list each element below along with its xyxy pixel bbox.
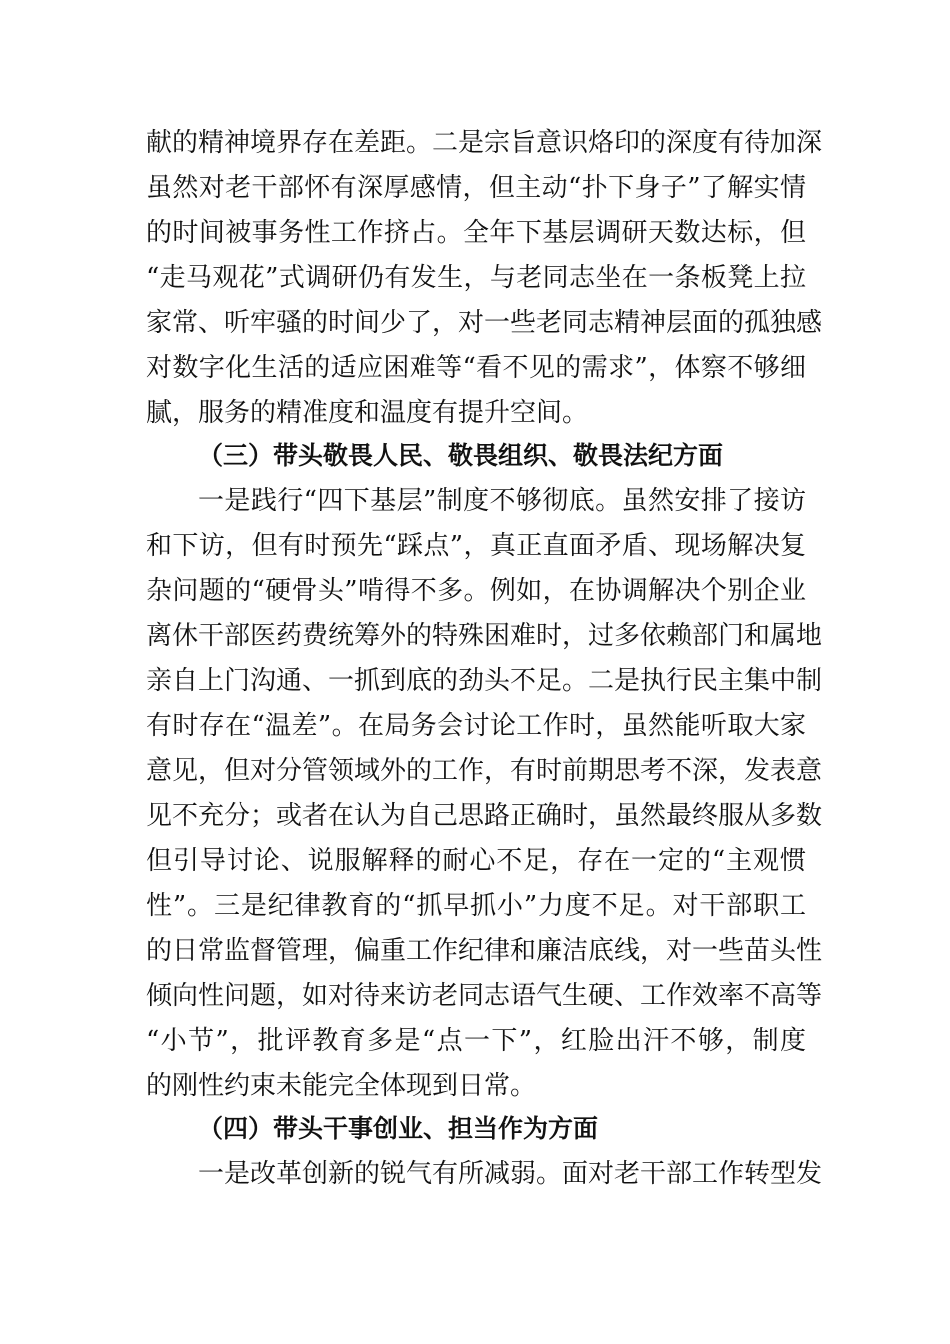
text-line: 的日常监督管理，偏重工作纪律和廉洁底线，对一些苗头性 — [146, 936, 823, 966]
text-line: 的时间被事务性工作挤占。全年下基层调研天数达标，但 — [146, 218, 806, 248]
text-line: 杂问题的“硬骨头”啃得不多。例如，在协调解决个别企业 — [146, 576, 806, 606]
text-line: 倾向性问题，如对待来访老同志语气生硬、工作效率不高等 — [146, 981, 823, 1011]
text-line: 腻，服务的精准度和温度有提升空间。 — [146, 398, 589, 428]
text-line: 但引导讨论、说服解释的耐心不足，存在一定的“主观惯 — [146, 846, 806, 876]
text-line: 的刚性约束未能完全体现到日常。 — [146, 1071, 537, 1101]
text-line: 一是改革创新的锐气有所减弱。面对老干部工作转型发 — [198, 1159, 823, 1189]
text-line: 家常、听牢骚的时间少了，对一些老同志精神层面的孤独感 — [146, 308, 823, 338]
text-line: 对数字化生活的适应困难等“看不见的需求”，体察不够细 — [146, 353, 806, 383]
text-line: 见不充分；或者在认为自己思路正确时，虽然最终服从多数 — [146, 801, 823, 831]
text-line: 意见，但对分管领域外的工作，有时前期思考不深，发表意 — [146, 756, 823, 786]
text-line: 虽然对老干部怀有深厚感情，但主动“扑下身子”了解实情 — [146, 173, 806, 203]
text-line: “走马观花”式调研仍有发生，与老同志坐在一条板凳上拉 — [146, 263, 806, 293]
text-line: 离休干部医药费统筹外的特殊困难时，过多依赖部门和属地 — [146, 621, 823, 651]
text-line: 性”。三是纪律教育的“抓早抓小”力度不足。对干部职工 — [146, 891, 806, 921]
text-line: 一是践行“四下基层”制度不够彻底。虽然安排了接访 — [198, 486, 806, 516]
text-line: “小节”，批评教育多是“点一下”，红脸出汗不够，制度 — [146, 1026, 806, 1056]
text-line: 和下访，但有时预先“踩点”，真正直面矛盾、现场解决复 — [146, 531, 806, 561]
section-heading-3: （三）带头敬畏人民、敬畏组织、敬畏法纪方面 — [198, 441, 724, 470]
section-heading-4: （四）带头干事创业、担当作为方面 — [198, 1114, 599, 1143]
text-line: 献的精神境界存在差距。二是宗旨意识烙印的深度有待加深 — [146, 128, 823, 158]
text-line: 亲自上门沟通、一抓到底的劲头不足。二是执行民主集中制 — [146, 666, 823, 696]
text-line: 有时存在“温差”。在局务会讨论工作时，虽然能听取大家 — [146, 711, 806, 741]
